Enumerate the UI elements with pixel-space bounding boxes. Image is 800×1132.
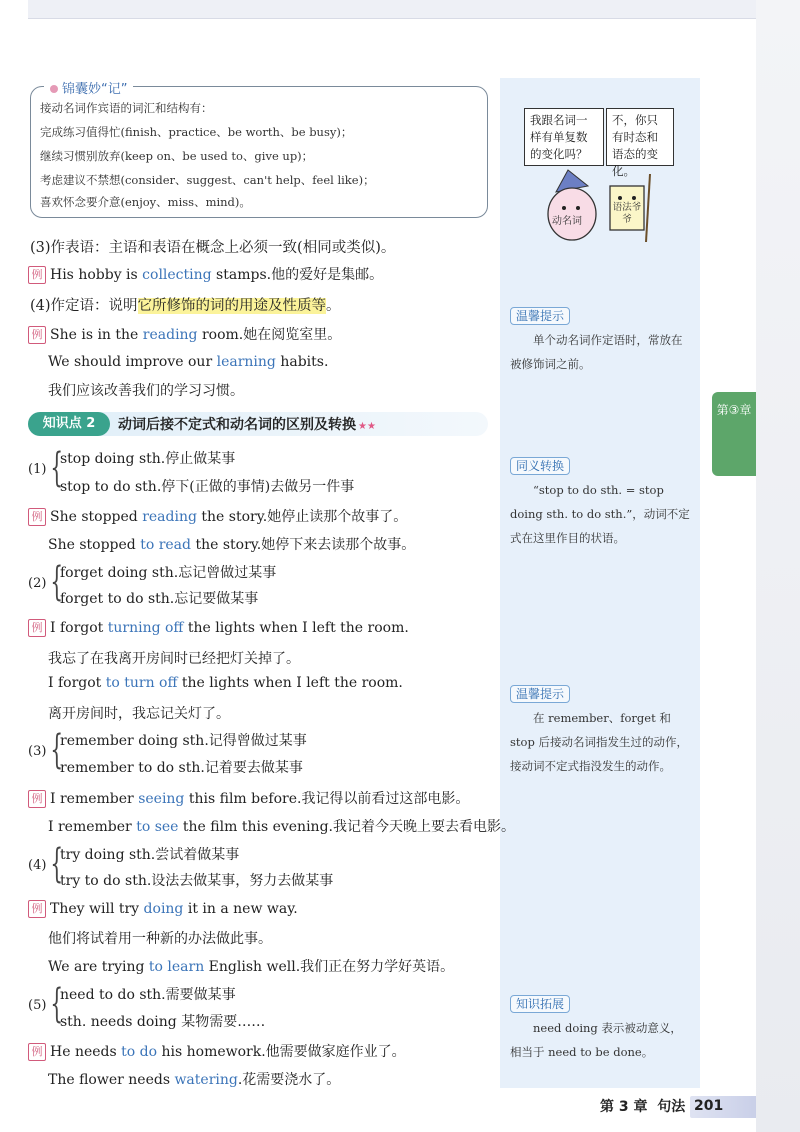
section-heading: (3)作表语：主语和表语在概念上必须一致(相同或类似)。 [30,240,396,256]
knowledge-point-title: 动词后接不定式和动名词的区别及转换 ★★ [118,417,376,433]
brace-icon: { [50,981,64,1027]
example-translation: 我们应该改善我们的学习习惯。 [48,383,244,399]
tip-text: need doing 表示被动意义，相当于 need to be done。 [510,1021,682,1059]
example-line: I forgot to turn off the lights when I left the room. [48,675,403,691]
example-translation: 离开房间时，我忘记关灯了。 [48,706,230,722]
footer-chapter: 第 3 章 句法 [600,1099,686,1115]
example-mark-icon: 例 [28,326,46,344]
memory-line: 喜欢怀念要介意(enjoy、miss、mind)。 [40,195,251,209]
brace-icon: { [50,445,64,491]
tip-badge: 知识拓展 [510,993,570,1012]
page-edge [756,0,800,1132]
memory-line: 完成练习值得忙(finish、practice、be worth、be busy)； [40,125,353,139]
example-line: I remember to see the film this evening.我记着今天晚上要去看电影。 [48,819,515,835]
star-icon: ★★ [358,421,376,432]
tip-text: 在 remember、forget 和 stop 后接动名词指发生过的动作，接动词不定式指没发生的动作。 [510,711,688,773]
example-line: 例 I forgot turning off the lights when I left the room. [28,619,409,637]
example-mark-icon: 例 [28,1043,46,1061]
example-translation: 我忘了在我离开房间时已经把灯关掉了。 [48,651,300,667]
example-line: 例 She stopped reading the story.她停止读那个故事了。 [28,506,407,526]
knowledge-point-label: 知识点 2 [28,412,110,436]
pair-number: (5) [28,998,47,1013]
cartoon-characters-icon [530,164,670,244]
tip-text: “stop to do sth. = stop doing sth. to do sth.”，动词不定式在这里作目的状语。 [510,483,690,545]
pair-number: (1) [28,462,47,477]
tip-text: 单个动名词作定语时，常放在被修饰词之前。 [510,333,683,371]
tip-badge: 同义转换 [510,455,570,474]
tip-badge: 温馨提示 [510,683,570,702]
example-line: The flower needs watering.花需要浇水了。 [48,1072,341,1088]
example-line: 例 They will try doing it in a new way. [28,900,298,918]
example-mark-icon: 例 [28,266,46,284]
example-mark-icon: 例 [28,900,46,918]
pair-number: (2) [28,576,47,591]
pair-item: try doing sth.尝试着做某事 [60,847,240,863]
top-border [28,0,756,19]
example-line: We should improve our learning habits. [48,354,329,370]
dot-icon [50,85,58,93]
speech-bubble-left: 我跟名词一样有单复数的变化吗？ [524,108,604,166]
pair-item: stop doing sth.停止做某事 [60,451,236,467]
character-label: 动名词 [552,216,582,227]
brace-icon: { [50,727,64,773]
chapter-tab[interactable]: 第③章 [712,392,756,476]
section-heading: (4)作定语：说明它所修饰的词的用途及性质等。 [30,298,341,314]
pair-number: (3) [28,744,47,759]
tip-badge: 温馨提示 [510,305,570,324]
pair-number: (4) [28,858,47,873]
pair-item: forget to do sth.忘记要做某事 [60,591,259,607]
example-line: 例 His hobby is collecting stamps.他的爱好是集邮。 [28,264,383,284]
pair-item: stop to do sth.停下(正做的事情)去做另一件事 [60,479,355,495]
pair-item: forget doing sth.忘记曾做过某事 [60,565,277,581]
page-number: 201 [694,1098,724,1114]
example-mark-icon: 例 [28,508,46,526]
brace-icon: { [50,559,64,605]
example-line: 例 He needs to do his homework.他需要做家庭作业了。 [28,1041,406,1061]
example-line: 例 I remember seeing this film before.我记得以前看过这部电影。 [28,788,469,808]
example-line: She stopped to read the story.她停下来去读那个故事。 [48,537,416,553]
example-line: We are trying to learn English well.我们正在努力学好英语。 [48,959,455,975]
memory-line: 接动名词作宾语的词汇和结构有： [40,101,213,115]
pair-item: try to do sth.设法去做某事，努力去做某事 [60,873,334,889]
character-label: 语法爷爷 [612,202,642,225]
pair-item: sth. needs doing 某物需要…… [60,1014,266,1030]
memory-line: 继续习惯别放弃(keep on、be used to、give up)； [40,149,314,163]
pair-item: remember doing sth.记得曾做过某事 [60,733,307,749]
pair-item: remember to do sth.记着要去做某事 [60,760,303,776]
memory-line: 考虑建议不禁想(consider、suggest、can't help、feel like)； [40,173,375,187]
example-translation: 他们将试着用一种新的办法做此事。 [48,931,272,947]
speech-bubble-right: 不，你只有时态和语态的变化。 [606,108,674,166]
pair-item: need to do sth.需要做某事 [60,987,236,1003]
example-mark-icon: 例 [28,790,46,808]
brace-icon: { [50,841,64,887]
example-mark-icon: 例 [28,619,46,637]
memory-box-title: 锦囊妙“记” [44,78,133,97]
example-line: 例 She is in the reading room.她在阅览室里。 [28,324,341,344]
